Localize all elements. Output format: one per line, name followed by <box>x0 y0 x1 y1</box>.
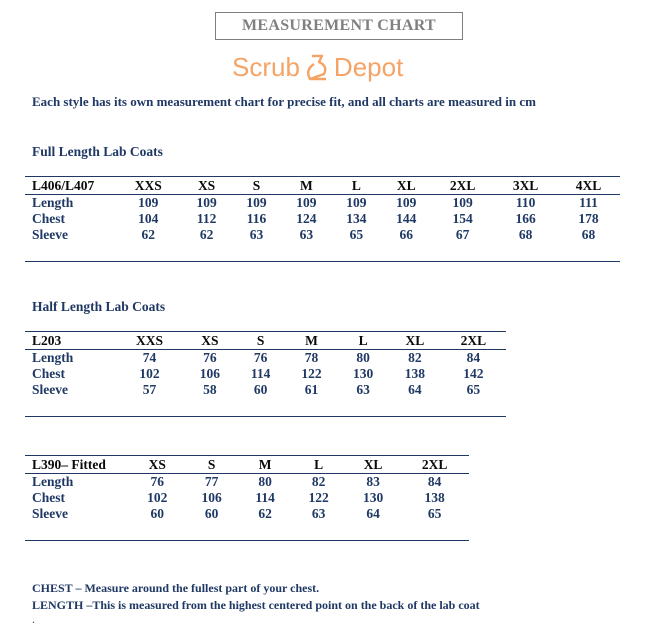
cell-value: 106 <box>199 366 220 381</box>
cell-value: 84 <box>427 474 442 489</box>
cell-value: 102 <box>139 366 160 381</box>
cell-value: 77 <box>204 474 219 489</box>
table-row <box>25 506 469 522</box>
size-label: L <box>291 456 345 474</box>
cell-value: 83 <box>366 474 380 489</box>
cell-value: 109 <box>296 195 317 210</box>
size-label: 2XL <box>400 456 469 474</box>
cell-value: 109 <box>346 195 367 210</box>
cell-value: 124 <box>296 211 317 226</box>
cell-value: 112 <box>196 211 217 226</box>
cell-value: 76 <box>150 474 164 489</box>
cell-value: 64 <box>366 506 380 521</box>
cell-value: 122 <box>301 366 322 381</box>
table-row <box>25 490 469 506</box>
cell-value: 68 <box>581 227 596 242</box>
size-header-row <box>25 177 620 195</box>
cell-value: 80 <box>356 350 370 365</box>
size-label: M <box>286 332 338 350</box>
cell-value: 76 <box>253 350 268 365</box>
cell-value: 178 <box>578 211 599 226</box>
row-label: Chest <box>32 366 65 381</box>
table-row <box>25 211 620 227</box>
size-label: 4XL <box>557 177 620 195</box>
table-row <box>25 195 620 212</box>
cell-value: 82 <box>408 350 422 365</box>
size-label: 2XL <box>431 177 494 195</box>
size-label: XXS <box>115 177 182 195</box>
cell-value: 76 <box>203 350 217 365</box>
cell-value: 114 <box>250 366 271 381</box>
cell-value: 62 <box>258 506 272 521</box>
cell-value: 109 <box>138 195 159 210</box>
row-label: Sleeve <box>32 382 68 397</box>
trailing-dot: . <box>32 612 35 626</box>
cell-value: 116 <box>246 211 267 226</box>
table-row <box>25 382 506 398</box>
logo-text-left: Scrub <box>232 52 300 82</box>
cell-value: 62 <box>199 227 214 242</box>
chest-note: CHEST – Measure around the fullest part of your chest. <box>32 581 320 595</box>
row-label: Chest <box>32 211 65 226</box>
cell-value: 122 <box>308 490 329 505</box>
cell-value: 67 <box>455 227 470 242</box>
cell-value: 111 <box>579 195 598 210</box>
cell-value: 138 <box>424 490 445 505</box>
style-code: L406/L407 <box>25 177 115 195</box>
size-header-row <box>25 456 469 474</box>
cell-value: 57 <box>142 382 157 397</box>
cell-value: 58 <box>203 382 217 397</box>
row-label: Length <box>32 195 74 210</box>
size-label: M <box>281 177 331 195</box>
table-bottom-rule <box>25 522 469 541</box>
size-label: XL <box>381 177 431 195</box>
cell-value: 106 <box>201 490 222 505</box>
cell-value: 80 <box>258 474 272 489</box>
size-label: XS <box>184 332 236 350</box>
size-label: S <box>184 456 238 474</box>
hanger-s-icon <box>302 52 332 82</box>
cell-value: 60 <box>150 506 164 521</box>
cell-value: 74 <box>142 350 157 365</box>
row-label: Length <box>32 474 74 489</box>
scrub-depot-logo <box>232 52 403 82</box>
cell-value: 63 <box>311 506 326 521</box>
half-length-heading: Half Length Lab Coats <box>32 299 166 314</box>
cell-value: 62 <box>141 227 156 242</box>
row-label: Sleeve <box>32 227 68 242</box>
fitted-chart <box>25 455 469 541</box>
size-label: S <box>232 177 282 195</box>
full-length-heading: Full Length Lab Coats <box>32 144 163 159</box>
size-label: S <box>236 332 286 350</box>
cell-value: 64 <box>408 382 422 397</box>
row-label: Sleeve <box>32 506 68 521</box>
cell-value: 144 <box>396 211 417 226</box>
cell-value: 130 <box>353 366 374 381</box>
size-label: XS <box>182 177 232 195</box>
cell-value: 154 <box>452 211 473 226</box>
half-length-chart <box>25 331 506 417</box>
cell-value: 134 <box>346 211 367 226</box>
table-bottom-rule <box>25 243 620 262</box>
cell-value: 138 <box>404 366 425 381</box>
intro-text: Each style has its own measurement chart for precise fit, and all charts are measured in cm <box>32 94 536 109</box>
cell-value: 130 <box>362 490 384 505</box>
cell-value: 109 <box>396 195 417 210</box>
size-label: M <box>239 456 291 474</box>
table-row <box>25 350 506 367</box>
cell-value: 65 <box>466 382 481 397</box>
cell-value: 166 <box>515 211 536 226</box>
size-label: 2XL <box>441 332 506 350</box>
measurement-notes <box>32 580 480 614</box>
size-label: XS <box>130 456 184 474</box>
cell-value: 63 <box>356 382 370 397</box>
cell-value: 84 <box>466 350 481 365</box>
cell-value: 65 <box>349 227 364 242</box>
row-label: Length <box>32 350 74 365</box>
size-label: XL <box>346 456 400 474</box>
full-length-chart <box>25 176 620 262</box>
cell-value: 110 <box>515 195 536 210</box>
cell-value: 104 <box>138 211 159 226</box>
table-row <box>25 474 469 491</box>
cell-value: 78 <box>304 350 319 365</box>
style-code: L203 <box>25 332 115 350</box>
size-label: XL <box>389 332 441 350</box>
cell-value: 109 <box>246 195 267 210</box>
cell-value: 142 <box>463 366 484 381</box>
size-label: L <box>331 177 381 195</box>
table-row <box>25 227 620 243</box>
size-label: 3XL <box>494 177 557 195</box>
table-bottom-rule <box>25 398 506 417</box>
cell-value: 60 <box>253 382 268 397</box>
cell-value: 114 <box>255 490 275 505</box>
cell-value: 61 <box>304 382 319 397</box>
size-label: XXS <box>115 332 184 350</box>
cell-value: 60 <box>204 506 219 521</box>
cell-value: 65 <box>427 506 442 521</box>
cell-value: 109 <box>452 195 473 210</box>
table-row <box>25 366 506 382</box>
cell-value: 66 <box>399 227 413 242</box>
size-header-row <box>25 332 506 350</box>
style-code: L390– Fitted <box>25 456 130 474</box>
page-title: MEASUREMENT CHART <box>215 12 463 40</box>
cell-value: 63 <box>299 227 314 242</box>
cell-value: 102 <box>147 490 168 505</box>
cell-value: 68 <box>518 227 533 242</box>
cell-value: 82 <box>311 474 326 489</box>
length-note: LENGTH –This is measured from the highest centered point on the back of the lab coat <box>32 598 480 612</box>
size-label: L <box>337 332 389 350</box>
logo-text-right: Depot <box>333 52 404 82</box>
cell-value: 63 <box>249 227 264 242</box>
row-label: Chest <box>32 490 65 505</box>
cell-value: 109 <box>196 195 217 210</box>
